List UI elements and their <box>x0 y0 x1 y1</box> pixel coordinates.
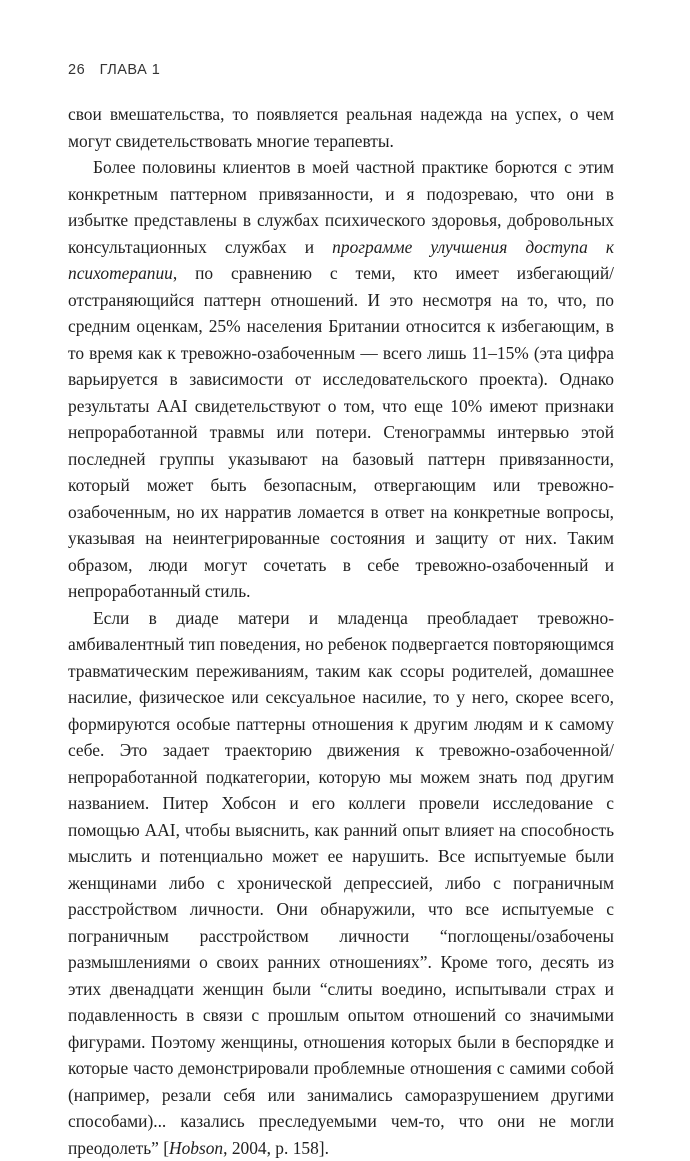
text-segment: , 2004, p. 158]. <box>223 1138 329 1158</box>
paragraph <box>68 101 614 154</box>
paragraph <box>68 605 614 1161</box>
text-segment: Если в диаде матери и младенца преобладает тревожно-амбивалентный тип поведения, но ребенок подвергается повторяющимся травматическим переживаниям, таким как ссоры родителей, домашнее насилие, физическое или сексуальное насилие, то у него, скорее всего, формируются особые паттерны отношения к другим людям и к самому себе. Это задает траекторию движения к тревожно-озабоченной/непроработанной подкатегории, которую мы можем знать под другим названием. Питер Хобсон и его коллеги провели исследование с помощью AAI, чтобы выяснить, как ранний опыт влияет на способность мыслить и потенциально может ее нарушить. Все испытуемые были женщинами либо с хронической депрессией, либо с пограничным расстройством личности. Они обнаружили, что все испытуемые с пограничным расстройством личности “поглощены/озабочены размышлениями о своих ранних отношениях”. Кроме того, десять из этих двенадцати женщин были “слиты воедино, испытывали страх и подавленность в связи с прошлым опытом отношений со значимыми фигурами. Поэтому женщины, отношения которых были в беспорядке и которые часто демонстрировали проблемные отношения с самими собой (например, резали себя или занимались саморазрушением другими способами)... казались преследуемыми чем-то, что они не могли преодолеть” [ <box>68 608 614 1158</box>
page-number: 26 <box>68 62 85 78</box>
running-header <box>68 62 160 78</box>
body-text <box>68 101 614 1161</box>
citation-author: Hobson <box>169 1138 223 1158</box>
italic-text-segment: программе улучшения доступа к психотерапии <box>68 237 614 284</box>
text-segment: свои вмешательства, то появляется реальная надежда на успех, о чем могут свидетельствовать многие терапевты. <box>68 104 614 151</box>
paragraph <box>68 154 614 605</box>
chapter-title: ГЛАВА 1 <box>100 62 161 78</box>
text-segment: , по сравнению с теми, кто имеет избегающий/отстраняющийся паттерн отношений. И это несмотря на то, что, по средним оценкам, 25% населения Британии относится к избегающим, в то время как к тревожно-озабоченным — всего лишь 11–15% (эта цифра варьируется в зависимости от исследовательского проекта). Однако результаты AAI свидетельствуют о том, что еще 10% имеют признаки непроработанной травмы или потери. Стенограммы интервью этой последней группы указывают на базовый паттерн привязанности, который может быть безопасным, отвергающим или тревожно-озабоченным, но их нарратив ломается в ответ на конкретные вопросы, указывая на неинтегрированные состояния и защиту от них. Таким образом, люди могут сочетать в себе тревожно-озабоченный и непроработанный стиль. <box>68 263 614 601</box>
text-segment: Более половины клиентов в моей частной практике борются с этим конкретным паттерном привязанности, и я подозреваю, что они в избытке представлены в службах психического здоровья, добровольных консультационных службах и <box>68 157 614 257</box>
